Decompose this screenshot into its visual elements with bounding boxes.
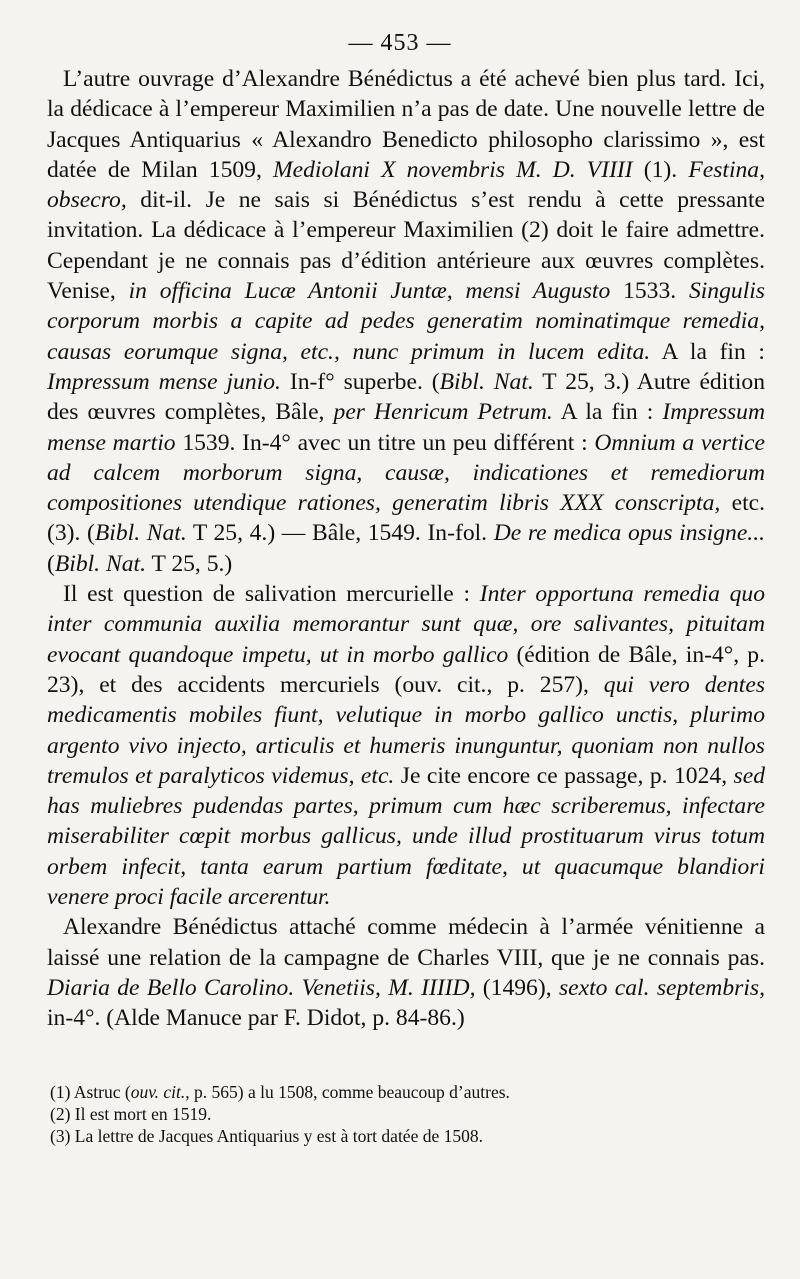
- text-segment: , p. 565) a lu 1508, comme beaucoup d’autres.: [185, 1082, 510, 1102]
- text-segment: T 25, 3.) Autre édition des œuvres complètes, Bâle,: [47, 368, 765, 426]
- paragraph-2: [47, 579, 765, 912]
- italic-text-segment: in officina Lucæ Antonii Juntæ, mensi Augusto: [128, 278, 611, 305]
- text-segment: In-f° superbe. (: [280, 368, 440, 395]
- italic-text-segment: Bibl. Nat.: [94, 520, 187, 547]
- italic-text-segment: Festina, obsecro,: [47, 156, 765, 214]
- italic-text-segment: Omnium a vertice ad calcem morborum signa, causæ, indicationes et remediorum compositiones utendique rationes, generatim libris XXX conscripta,: [47, 429, 766, 517]
- text-segment: A la fin :: [650, 338, 765, 365]
- italic-text-segment: Bibl. Nat.: [439, 368, 534, 395]
- footnote-2: [50, 1103, 750, 1125]
- italic-text-segment: Inter opportuna remedia quo inter communia auxilia memorantur sunt quæ, ore salivantes, pituitam evocant quandoque impetu, ut in morbo gallico: [47, 581, 766, 668]
- page-number: — 453 —: [348, 30, 452, 56]
- italic-text-segment: Singulis corporum morbis a capite ad pedes generatim nominatimque remedia, causas eorumque signa, etc., nunc primum in lucem edita.: [47, 278, 765, 365]
- text-segment: L’autre ouvrage d’Alexandre Bénédictus a été achevé bien plus tard. Ici, la dédicace à l’empereur Maximilien n’a pas de date. Une nouvelle lettre de Jacques Antiquarius « Alexandro Benedicto philosopho clarissimo », est datée de Milan 1509,: [47, 66, 765, 183]
- italic-text-segment: De re medica opus insigne...: [493, 520, 765, 547]
- italic-text-segment: Diaria de Bello Carolino. Venetiis, M. IIIID,: [47, 974, 476, 1001]
- text-segment: A la fin :: [552, 399, 663, 426]
- text-segment: (3) La lettre de Jacques Antiquarius y est à tort datée de 1508.: [50, 1126, 483, 1146]
- italic-text-segment: sed has muliebres pudendas partes, primum cum hæc scriberemus, infectare miserabiliter cœpit morbus gallicus, unde illud prostituarum virus totum orbem infecit, tanta earum partium fœditate, ut quacumque blandiori venere proci facile arcerentur.: [47, 762, 765, 911]
- text-segment: (: [47, 550, 55, 577]
- text-segment: 1533.: [610, 278, 689, 305]
- text-segment: in-4°. (Alde Manuce par F. Didot, p. 84-86.): [47, 1005, 465, 1032]
- text-segment: Il est question de salivation mercurielle :: [63, 581, 480, 608]
- italic-text-segment: ouv. cit.: [130, 1082, 186, 1102]
- text-segment: (édition de Bâle, in-4°, p. 23), et des accidents mercuriels (ouv. cit., p. 257),: [47, 641, 765, 698]
- text-segment: T 25, 4.) — Bâle, 1549. In-fol.: [186, 520, 494, 547]
- text-segment: (1).: [632, 156, 689, 183]
- paragraph-1: [47, 64, 765, 579]
- italic-text-segment: sexto cal. septembris,: [558, 974, 765, 1001]
- paragraph-3: [47, 912, 765, 1033]
- text-segment: (1496),: [475, 974, 559, 1001]
- text-segment: dit-il. Je ne sais si Bénédictus s’est rendu à cette pressante invitation. La dédicace à l’empereur Maximilien (2) doit le faire admettre. Cependant je ne connais pas d’édition antérieure aux œuvres complètes. Venise,: [47, 187, 765, 305]
- italic-text-segment: Impressum mense junio.: [47, 368, 281, 395]
- footnotes: [50, 1081, 750, 1147]
- text-segment: etc. (3). (: [47, 490, 766, 547]
- text-segment: Alexandre Bénédictus attaché comme médecin à l’armée vénitienne a laissé une relation de la campagne de Charles VIII, que je ne connais pas.: [47, 914, 765, 971]
- italic-text-segment: Impressum mense martio: [47, 399, 766, 456]
- text-segment: (2) Il est mort en 1519.: [50, 1104, 212, 1124]
- text-segment: 1539. In-4° avec un titre un peu différent :: [175, 429, 595, 456]
- italic-text-segment: Bibl. Nat.: [54, 550, 146, 577]
- footnote-3: [50, 1125, 750, 1147]
- italic-text-segment: per Henricum Petrum.: [333, 399, 553, 426]
- footnote-1: [50, 1081, 750, 1103]
- text-segment: (1) Astruc (: [50, 1082, 131, 1102]
- text-segment: Je cite encore ce passage, p. 1024,: [394, 762, 734, 789]
- italic-text-segment: Mediolani X novembris M. D. VIIII: [273, 156, 633, 183]
- main-text: [47, 64, 765, 1034]
- text-segment: T 25, 5.): [145, 550, 233, 577]
- italic-text-segment: qui vero dentes medicamentis mobiles fiunt, velutique in morbo gallico unctis, plurimo argento vivo injecto, articulis et humeris inunguntur, quoniam non nullos tremulos et paralyticos videmus, etc.: [47, 671, 765, 789]
